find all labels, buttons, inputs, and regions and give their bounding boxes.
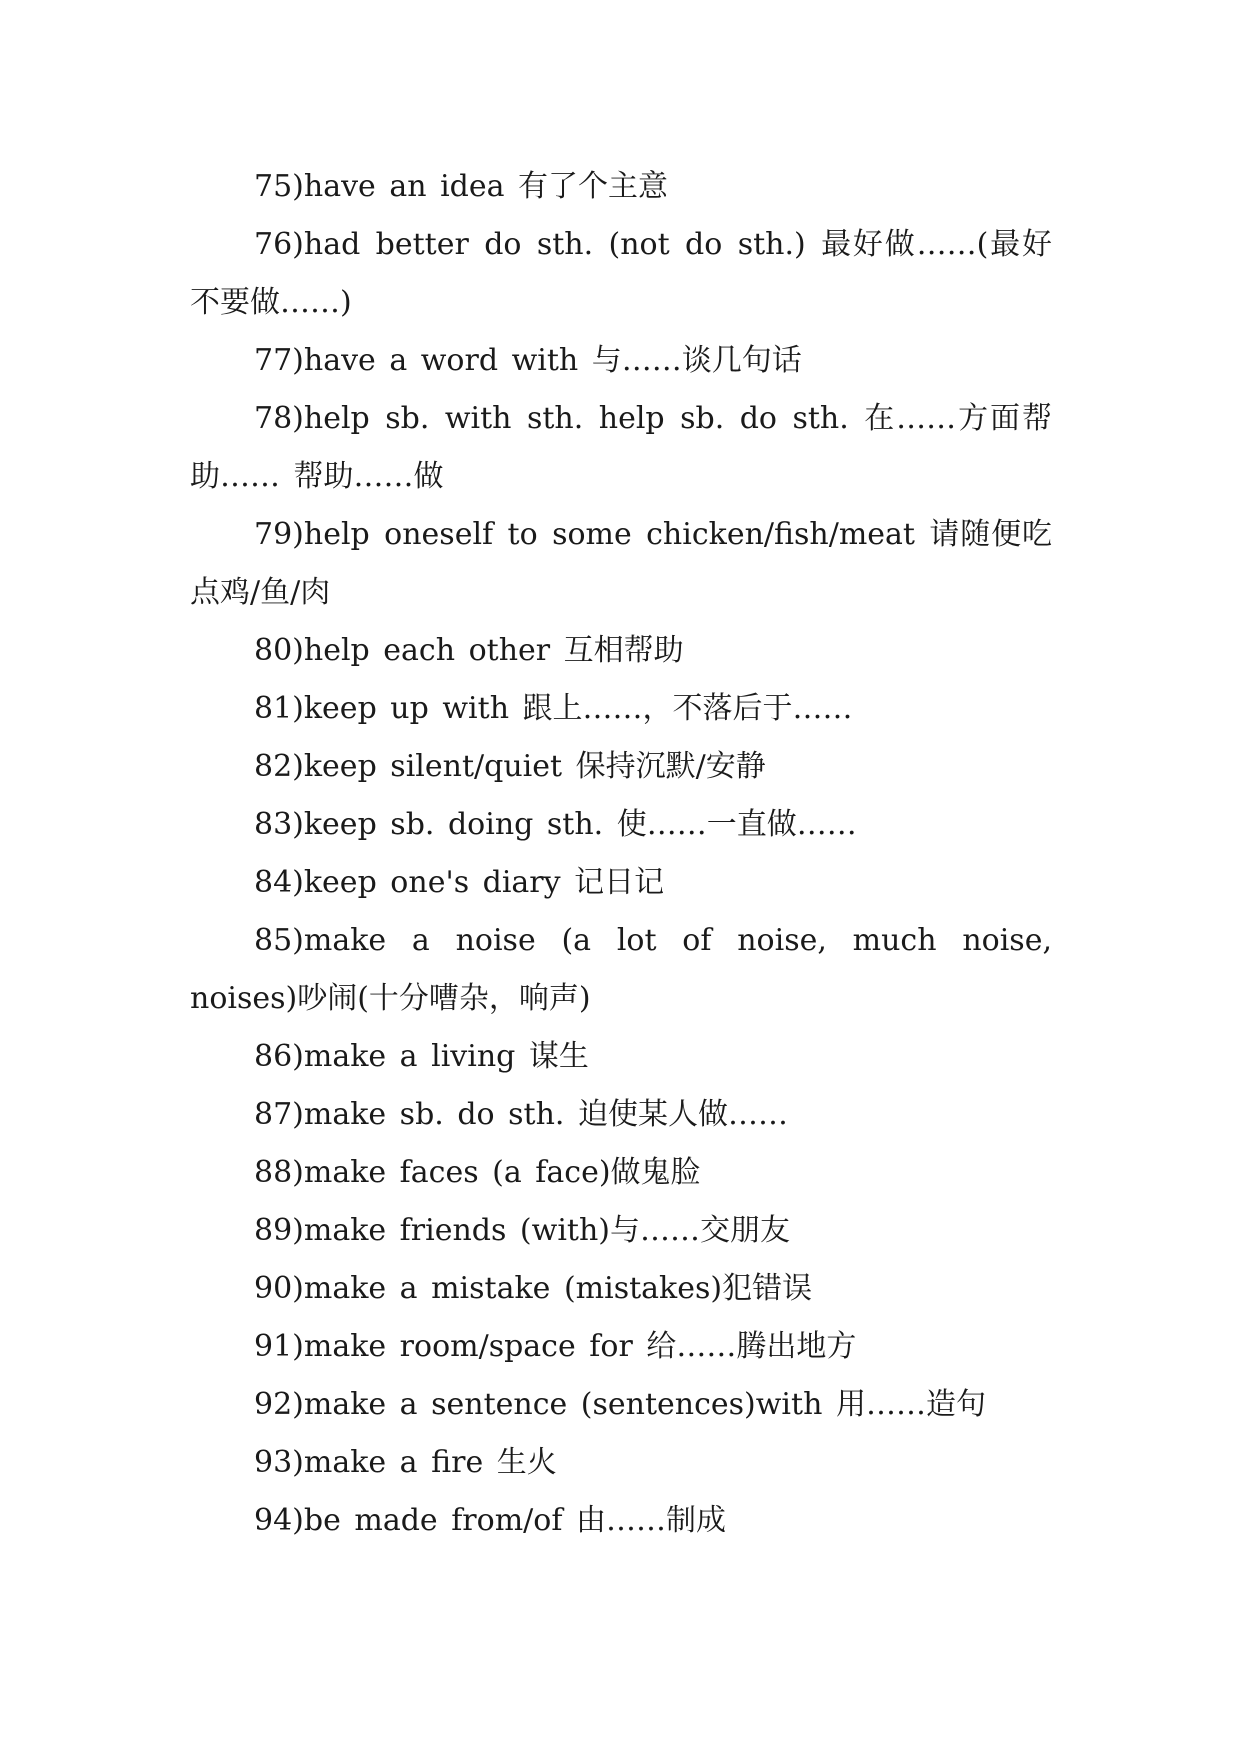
phrase-entry-84: 84)keep one's diary 记日记 <box>254 865 665 900</box>
phrase-entry-81: 81)keep up with 跟上……，不落后于…… <box>254 691 853 726</box>
phrase-entry-86: 86)make a living 谋生 <box>254 1039 589 1074</box>
phrase-entry-75: 75)have an idea 有了个主意 <box>254 169 669 204</box>
phrase-entry-87: 87)make sb. do sth. 迫使某人做…… <box>254 1097 788 1132</box>
phrase-entry-94: 94)be made from/of 由……制成 <box>254 1503 726 1538</box>
phrase-list <box>190 158 1052 1550</box>
phrase-entry-90: 90)make a mistake (mistakes)犯错误 <box>254 1271 813 1306</box>
phrase-entry-85: 85)make a noise (a lot of noise, much noise, noises)吵闹(十分嘈杂，响声) <box>190 923 1052 1016</box>
phrase-entry-88: 88)make faces (a face)做鬼脸 <box>254 1155 701 1190</box>
phrase-entry-82: 82)keep silent/quiet 保持沉默/安静 <box>254 749 766 784</box>
phrase-entry-80: 80)help each other 互相帮助 <box>254 633 684 668</box>
phrase-entry-93: 93)make a fire 生火 <box>254 1445 557 1480</box>
phrase-entry-92: 92)make a sentence (sentences)with 用……造句 <box>254 1387 986 1422</box>
phrase-entry-83: 83)keep sb. doing sth. 使……一直做…… <box>254 807 857 842</box>
phrase-entry-89: 89)make friends (with)与……交朋友 <box>254 1213 790 1248</box>
phrase-entry-78: 78)help sb. with sth. help sb. do sth. 在……方面帮助…… 帮助……做 <box>190 401 1052 494</box>
phrase-entry-91: 91)make room/space for 给……腾出地方 <box>254 1329 857 1364</box>
phrase-entry-79: 79)help oneself to some chicken/fish/meat 请随便吃点鸡/鱼/肉 <box>190 517 1052 610</box>
phrase-entry-76: 76)had better do sth. (not do sth.) 最好做……(最好不要做……) <box>190 227 1052 320</box>
phrase-entry-77: 77)have a word with 与……谈几句话 <box>254 343 802 378</box>
